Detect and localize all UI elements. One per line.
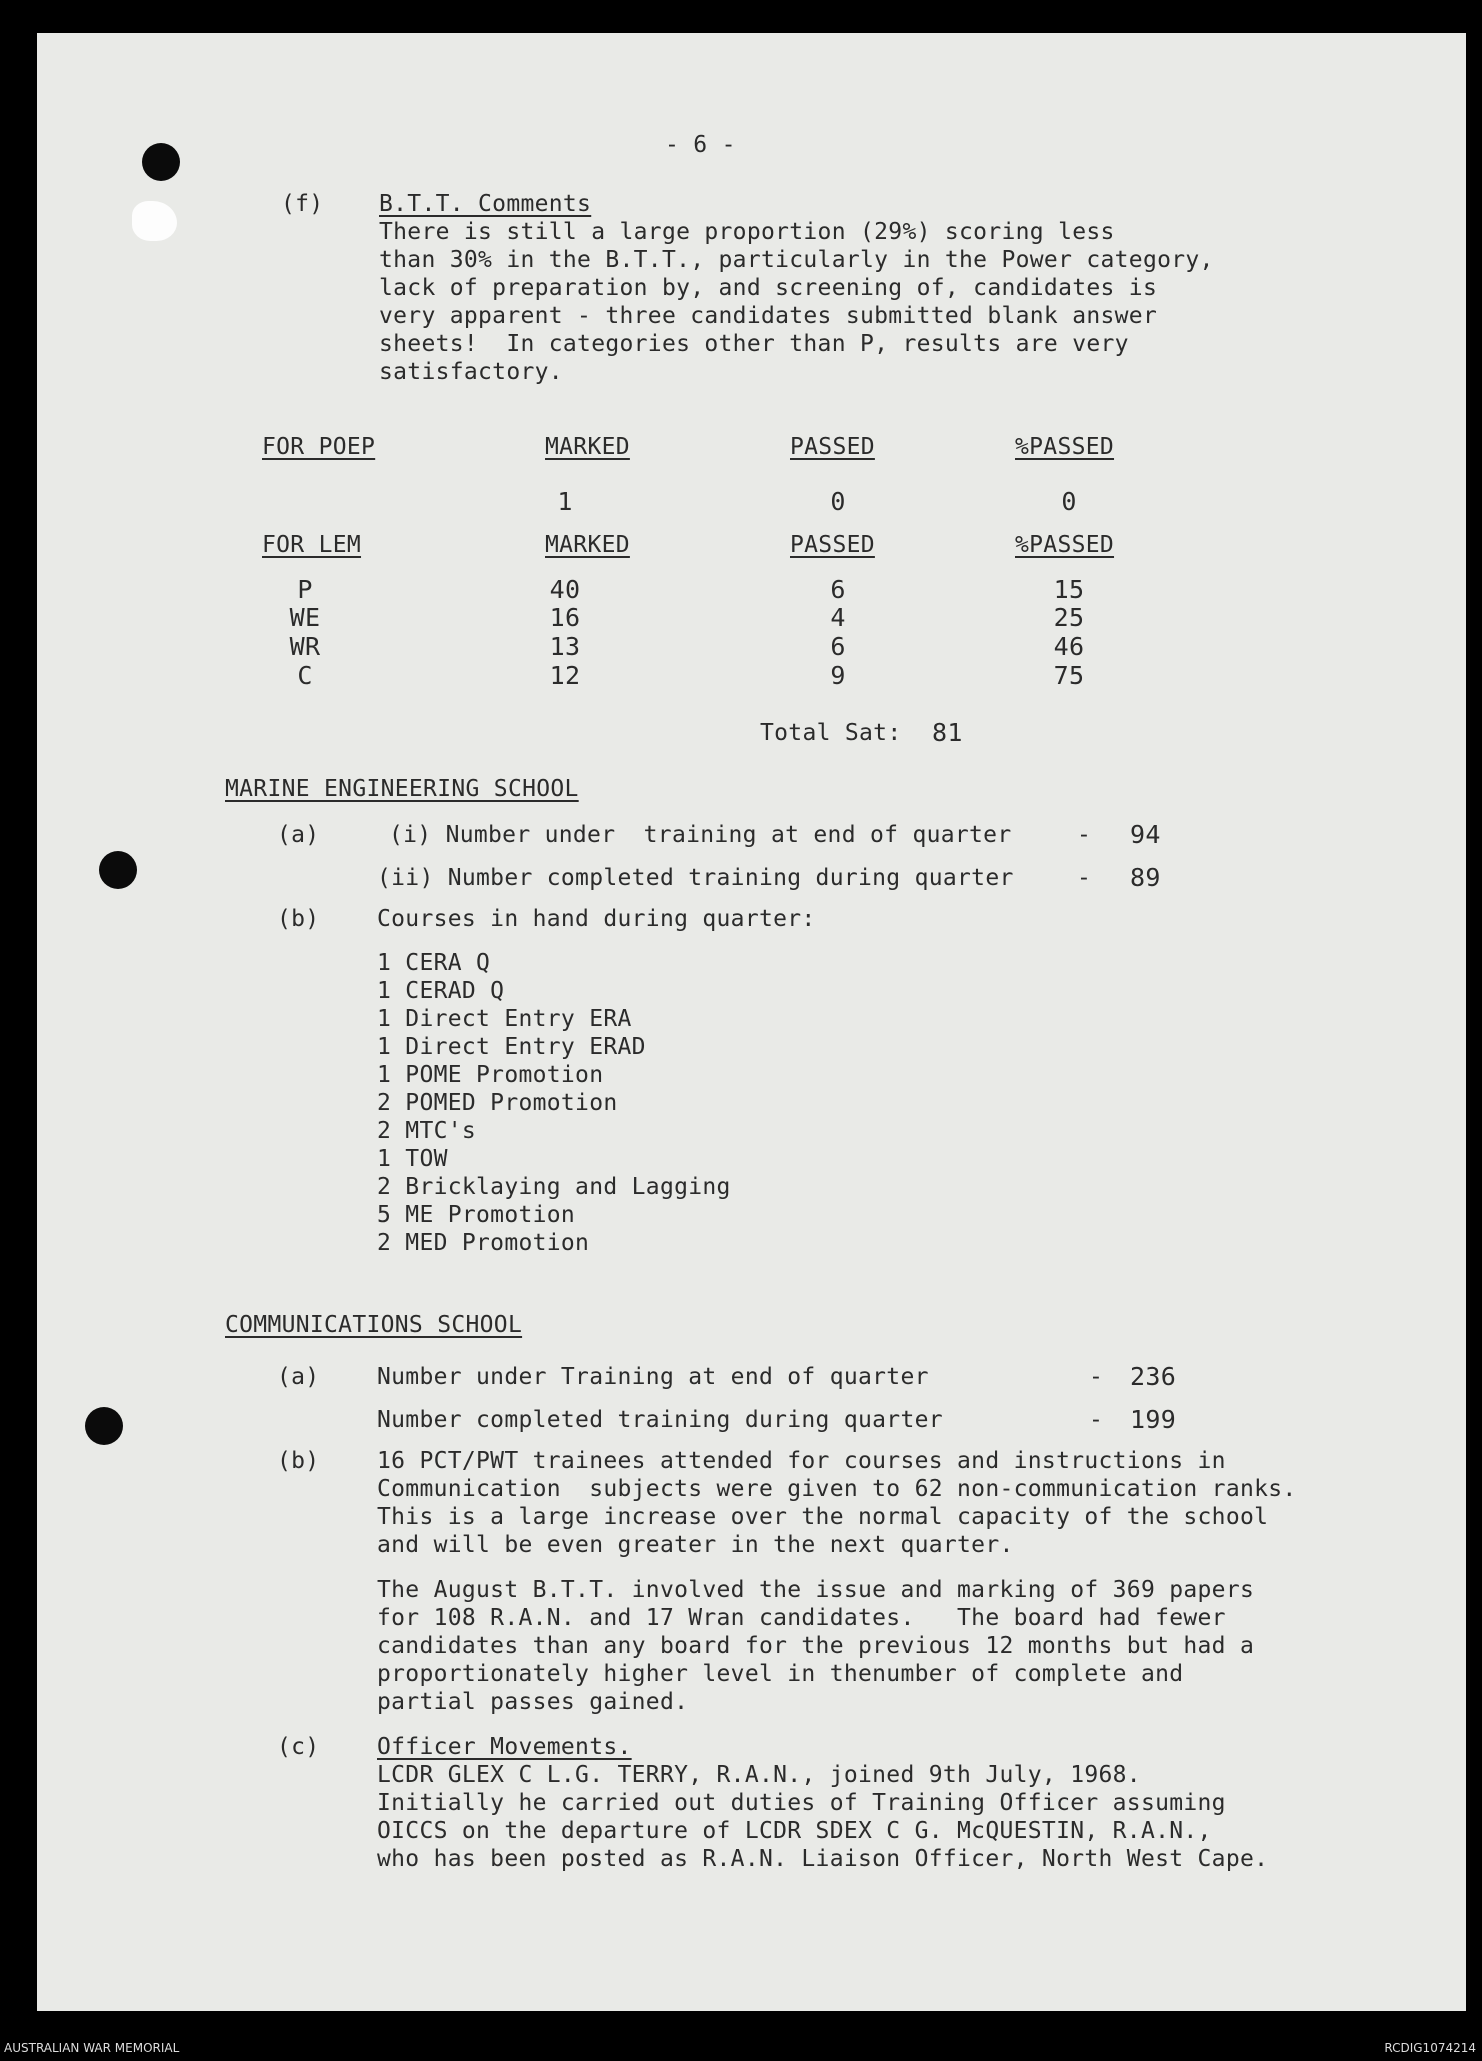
table-header: %PASSED	[1015, 532, 1115, 558]
comms-under-training-label: Number under Training at end of quarter	[377, 1364, 929, 1390]
table-cell: 75	[1053, 661, 1085, 690]
paragraph-line: proportionately higher level in thenumber of complete and	[377, 1661, 1184, 1687]
list-item: 1 Direct Entry ERAD	[377, 1034, 646, 1060]
item-marker-c: (c)	[277, 1734, 320, 1760]
table-header: PASSED	[790, 532, 875, 558]
table-cell: 6	[830, 575, 846, 604]
comms-completed-value: 199	[1130, 1405, 1177, 1434]
table-header: FOR POEP	[262, 434, 376, 460]
dash: -	[1089, 1407, 1104, 1433]
paragraph-line: candidates than any board for the previous 12 months but had a	[377, 1633, 1255, 1659]
table-cell: 15	[1053, 575, 1085, 604]
list-item: 5 ME Promotion	[377, 1202, 576, 1228]
table-cell: 40	[549, 575, 581, 604]
dash: -	[1077, 865, 1092, 891]
paragraph-line: The August B.T.T. involved the issue and marking of 369 papers	[377, 1577, 1255, 1603]
list-item: 1 Direct Entry ERA	[377, 1006, 632, 1032]
table-cell: 6	[830, 632, 846, 661]
table-cell: WR	[289, 632, 321, 661]
list-item: 2 POMED Promotion	[377, 1090, 618, 1116]
table-header: MARKED	[545, 434, 630, 460]
list-item: 2 MED Promotion	[377, 1230, 590, 1256]
btt-heading: B.T.T. Comments	[379, 191, 592, 217]
table-header: %PASSED	[1015, 434, 1115, 460]
list-item: 2 MTC's	[377, 1118, 477, 1144]
footer-record-id: RCDIG1074214	[1384, 2041, 1476, 2055]
table-cell: 16	[549, 603, 581, 632]
punch-hole-lower	[85, 1407, 123, 1445]
marine-completed-label: (ii) Number completed training during quarter	[377, 865, 1014, 891]
btt-line: than 30% in the B.T.T., particularly in the Power category,	[379, 247, 1214, 273]
btt-line: sheets! In categories other than P, results are very	[379, 331, 1129, 357]
table-cell: 46	[1053, 632, 1085, 661]
list-item: 1 POME Promotion	[377, 1062, 604, 1088]
table-cell: 25	[1053, 603, 1085, 632]
page-number: - 6 -	[665, 132, 736, 158]
table-header: FOR LEM	[262, 532, 362, 558]
footer-archive-name: AUSTRALIAN WAR MEMORIAL	[4, 2041, 180, 2055]
table-cell: 13	[549, 632, 581, 661]
btt-line: lack of preparation by, and screening of, candidates is	[379, 275, 1158, 301]
table-cell: WE	[289, 603, 321, 632]
table-cell: 9	[830, 661, 846, 690]
punch-hole-middle	[99, 851, 137, 889]
paragraph-line: Communication subjects were given to 62 non-communication ranks.	[377, 1476, 1297, 1502]
comms-completed-label: Number completed training during quarter	[377, 1407, 943, 1433]
paragraph-line: Initially he carried out duties of Training Officer assuming	[377, 1790, 1226, 1816]
courses-heading: Courses in hand during quarter:	[377, 906, 816, 932]
punch-hole-top	[142, 143, 180, 181]
paragraph-line: LCDR GLEX C L.G. TERRY, R.A.N., joined 9th July, 1968.	[377, 1762, 1141, 1788]
table-header: PASSED	[790, 434, 875, 460]
paragraph-line: who has been posted as R.A.N. Liaison Officer, North West Cape.	[377, 1846, 1269, 1872]
total-sat-label: Total Sat:	[760, 720, 902, 746]
paragraph-line: This is a large increase over the normal capacity of the school	[377, 1504, 1269, 1530]
total-sat-value: 81	[932, 718, 963, 747]
table-cell: 0	[1061, 487, 1077, 516]
list-item: 1 TOW	[377, 1146, 448, 1172]
btt-line: There is still a large proportion (29%) scoring less	[379, 219, 1115, 245]
list-item: 1 CERA Q	[377, 950, 491, 976]
item-marker-a: (a)	[277, 822, 320, 848]
item-marker-b: (b)	[277, 1448, 320, 1474]
paragraph-line: and will be even greater in the next quarter.	[377, 1532, 1014, 1558]
item-marker-a: (a)	[277, 1364, 320, 1390]
paragraph-line: partial passes gained.	[377, 1689, 689, 1715]
table-cell: 4	[830, 603, 846, 632]
document-page	[37, 33, 1466, 2011]
comms-under-training-value: 236	[1130, 1362, 1177, 1391]
table-header: MARKED	[545, 532, 630, 558]
table-cell: 0	[830, 487, 846, 516]
paragraph-line: 16 PCT/PWT trainees attended for courses and instructions in	[377, 1448, 1226, 1474]
paragraph-line: for 108 R.A.N. and 17 Wran candidates. The board had fewer	[377, 1605, 1226, 1631]
marine-heading: MARINE ENGINEERING SCHOOL	[225, 776, 579, 802]
dash: -	[1089, 1364, 1104, 1390]
table-cell: 1	[557, 487, 573, 516]
marine-completed-value: 89	[1130, 863, 1161, 892]
comms-heading: COMMUNICATIONS SCHOOL	[225, 1312, 523, 1338]
btt-line: very apparent - three candidates submitted blank answer	[379, 303, 1158, 329]
marine-under-training-label: (i) Number under training at end of quarter	[389, 822, 1012, 848]
list-item: 1 CERAD Q	[377, 978, 505, 1004]
item-marker-f: (f)	[281, 191, 324, 217]
item-marker-b: (b)	[277, 906, 320, 932]
list-item: 2 Bricklaying and Lagging	[377, 1174, 731, 1200]
table-cell: C	[297, 661, 313, 690]
officer-movements-heading: Officer Movements.	[377, 1734, 632, 1760]
dash: -	[1077, 822, 1092, 848]
marine-under-training-value: 94	[1130, 820, 1161, 849]
table-cell: P	[297, 575, 313, 604]
btt-line: satisfactory.	[379, 359, 563, 385]
torn-paper-mark	[132, 201, 177, 241]
table-cell: 12	[549, 661, 581, 690]
paragraph-line: OICCS on the departure of LCDR SDEX C G. McQUESTIN, R.A.N.,	[377, 1818, 1212, 1844]
archive-footer	[0, 2011, 1482, 2061]
